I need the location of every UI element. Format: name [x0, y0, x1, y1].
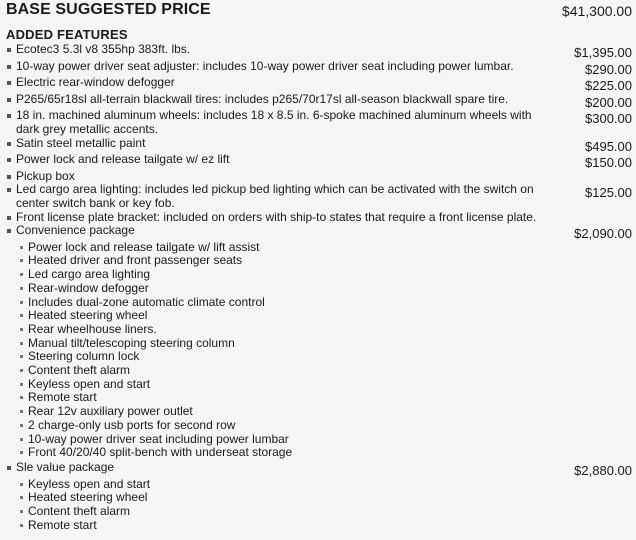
feature-item [6, 211, 632, 225]
feature-price: $200.00 [585, 94, 632, 110]
feature-label: Ecotec3 5.3l v8 355hp 383ft. lbs. [6, 43, 552, 57]
feature-label: Led cargo area lighting: includes led pickup bed lighting which can be activated with the switch on center switch bank or key fob. [6, 183, 552, 210]
feature-price: $300.00 [585, 111, 632, 127]
feature-label: Front license plate bracket: included on orders with ship-to states that require a front license plate. [6, 211, 552, 225]
base-price-value: $41,300.00 [561, 3, 632, 19]
package-content-item: Heated driver and front passenger seats [20, 254, 632, 268]
package-content-item: Rear 12v auxiliary power outlet [20, 405, 632, 419]
feature-item [6, 109, 632, 136]
feature-price: $1,395.00 [574, 45, 632, 60]
package-content-item: Keyless open and start [20, 478, 632, 492]
package-content-item: Rear wheelhouse liners. [20, 323, 632, 337]
feature-price: $125.00 [585, 185, 632, 201]
feature-label: Satin steel metallic paint [6, 137, 552, 151]
feature-item [6, 224, 632, 241]
feature-price: $290.00 [585, 61, 632, 77]
feature-item [6, 60, 632, 77]
package-content-item: Remote start [20, 391, 632, 405]
feature-item [6, 43, 632, 60]
feature-label: Convenience package [6, 224, 552, 238]
package-content-item: Content theft alarm [20, 364, 632, 378]
package-content-item: Led cargo area lighting [20, 268, 632, 282]
package-content-item: Manual tilt/telescoping steering column [20, 337, 632, 351]
feature-item [6, 461, 632, 478]
package-content-item: Rear-window defogger [20, 282, 632, 296]
feature-label: Power lock and release tailgate w/ ez lift [6, 153, 552, 167]
feature-label: 10-way power driver seat adjuster: includes 10-way power driver seat including power lumbar. [6, 60, 552, 74]
feature-item [6, 93, 632, 110]
package-content-item: Keyless open and start [20, 378, 632, 392]
feature-price: $495.00 [585, 138, 632, 154]
base-price-row [6, 1, 632, 21]
package-content-item: Includes dual-zone automatic climate control [20, 296, 632, 310]
feature-label: Pickup box [6, 170, 552, 184]
feature-label: P265/65r18sl all-terrain blackwall tires: includes p265/70r17sl all-season blackwall spare tire. [6, 93, 552, 107]
feature-price [552, 170, 632, 173]
package-content-item: 10-way power driver seat including power lumbar [20, 433, 632, 447]
feature-item [6, 170, 632, 184]
package-content-item: Content theft alarm [20, 505, 632, 519]
feature-item [6, 76, 632, 93]
feature-label: Sle value package [6, 461, 552, 475]
feature-price: $150.00 [585, 155, 632, 171]
package-content-item: Remote start [20, 519, 632, 533]
package-contents-list [6, 241, 632, 460]
feature-item [6, 137, 632, 154]
feature-item [6, 153, 632, 170]
feature-item [6, 183, 632, 210]
feature-price: $2,880.00 [574, 462, 632, 478]
base-price-title: BASE SUGGESTED PRICE [6, 1, 211, 18]
package-content-item: 2 charge-only usb ports for second row [20, 419, 632, 433]
features-list [6, 43, 632, 533]
feature-price [552, 211, 632, 214]
feature-price: $2,090.00 [574, 226, 632, 242]
feature-label: Electric rear-window defogger [6, 76, 552, 90]
feature-label: 18 in. machined aluminum wheels: includes 18 x 8.5 in. 6-spoke machined aluminum wheels with dark grey metallic accents. [6, 109, 552, 136]
package-contents-list [6, 478, 632, 533]
package-content-item: Power lock and release tailgate w/ lift assist [20, 241, 632, 255]
feature-price: $225.00 [585, 78, 632, 94]
package-content-item: Steering column lock [20, 350, 632, 364]
package-content-item: Heated steering wheel [20, 309, 632, 323]
added-features-title: ADDED FEATURES [6, 27, 128, 42]
package-content-item: Front 40/20/40 split-bench with underseat storage [20, 446, 632, 460]
package-content-item: Heated steering wheel [20, 491, 632, 505]
